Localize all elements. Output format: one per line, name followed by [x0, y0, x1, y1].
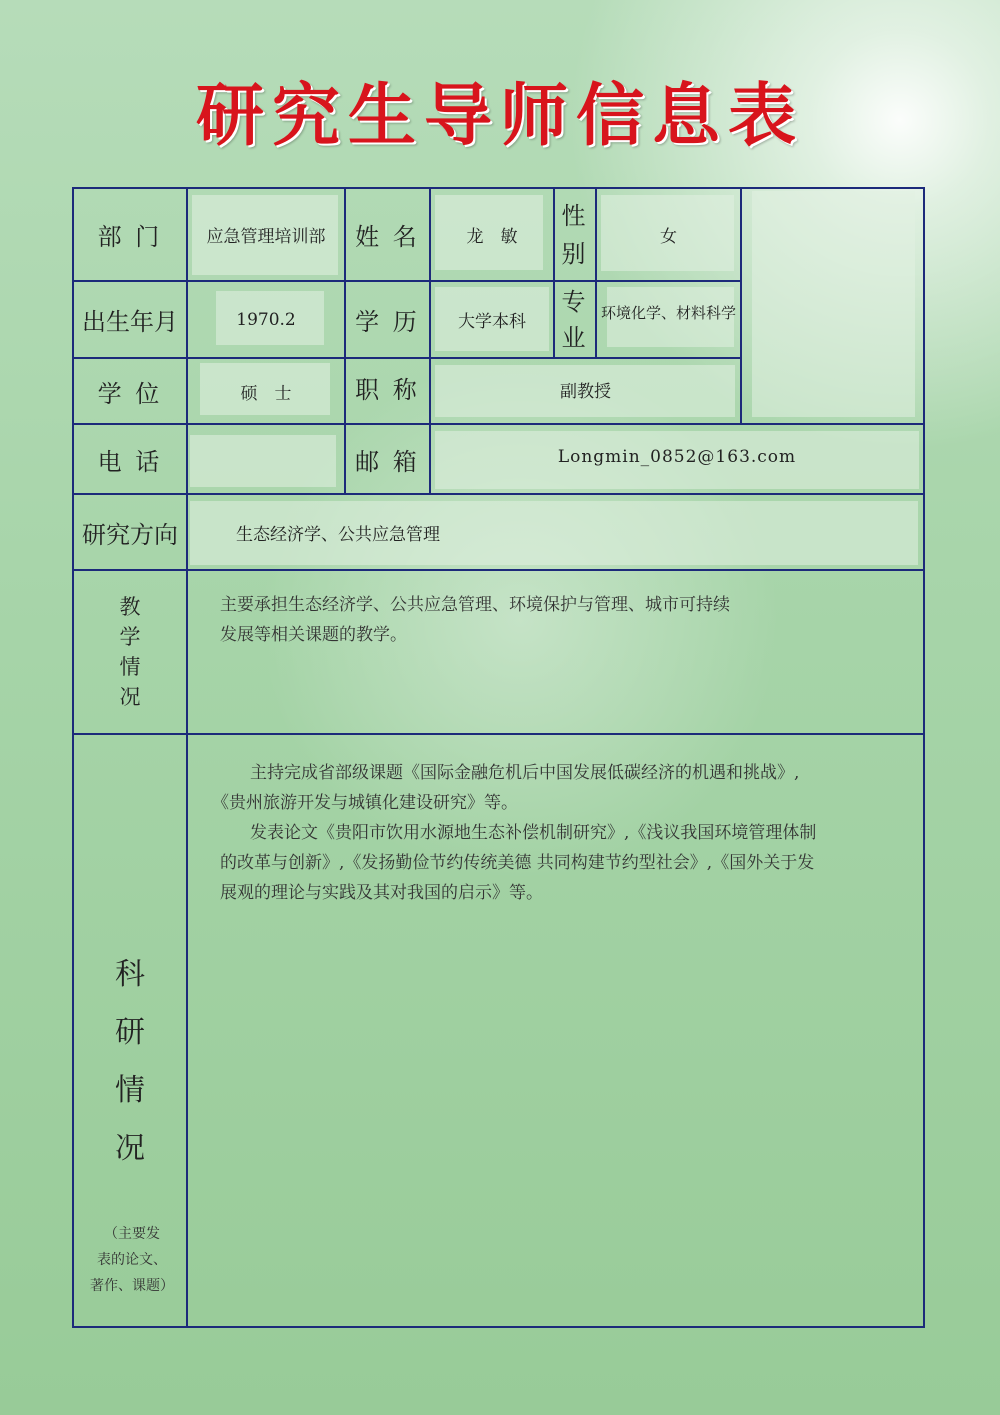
department-value: 应急管理培训部 [206, 227, 326, 247]
education-value: 大学本科 [458, 312, 526, 332]
email-value: Longmin_0852@163.com [557, 447, 797, 467]
name-label: 姓 名 [355, 223, 420, 251]
page-title: 研究生导师信息表 [195, 77, 804, 156]
birth-value: 1970.2 [236, 309, 296, 330]
phone-label: 电 话 [97, 447, 163, 476]
major-value: 环境化学、材料科学 [600, 303, 736, 322]
teaching-content: 主要承担生态经济学、公共应急管理、环境保护与管理、城市可持续 发展等相关课题的教学。 [220, 595, 730, 645]
degree-value: 硕 士 [240, 383, 292, 404]
gender-value: 女 [660, 227, 677, 247]
title-rank-label: 职 称 [355, 375, 420, 404]
research-content: 主持完成省部级课题《国际金融危机后中国发展低碳经济的机遇和挑战》, 《贵州旅游开发与城镇化建设研究》等。 发表论文《贵阳市饮用水源地生态补偿机制研究》,《浅议我国环境管理体制 的改革与创新》,《发扬勤俭节约传统美德 共同构建节约型社会》,《国外关于发 展观的理论与实践及其对我国的启示》等。 [212, 763, 817, 903]
birth-label: 出生年月 [82, 308, 178, 336]
name-value: 龙 敏 [466, 227, 518, 247]
teaching-label: 教 学 情 况 [119, 595, 141, 709]
department-label: 部 门 [97, 223, 163, 251]
email-label: 邮 箱 [355, 447, 420, 476]
title-rank-value: 副教授 [560, 381, 611, 402]
education-label: 学 历 [355, 308, 420, 336]
major-label: 专 业 [561, 287, 589, 352]
info-table [72, 187, 925, 1328]
research-note: （主要发 表的论文、 著作、课题） [90, 1226, 174, 1294]
research-direction-label: 研究方向 [82, 520, 178, 549]
degree-label: 学 位 [97, 379, 163, 408]
gender-label: 性 别 [561, 201, 589, 268]
photo-placeholder [752, 191, 915, 417]
research-direction-value: 生态经济学、公共应急管理 [236, 524, 440, 545]
research-label: 科 研 情 况 [115, 957, 145, 1166]
phone-value [188, 425, 344, 493]
